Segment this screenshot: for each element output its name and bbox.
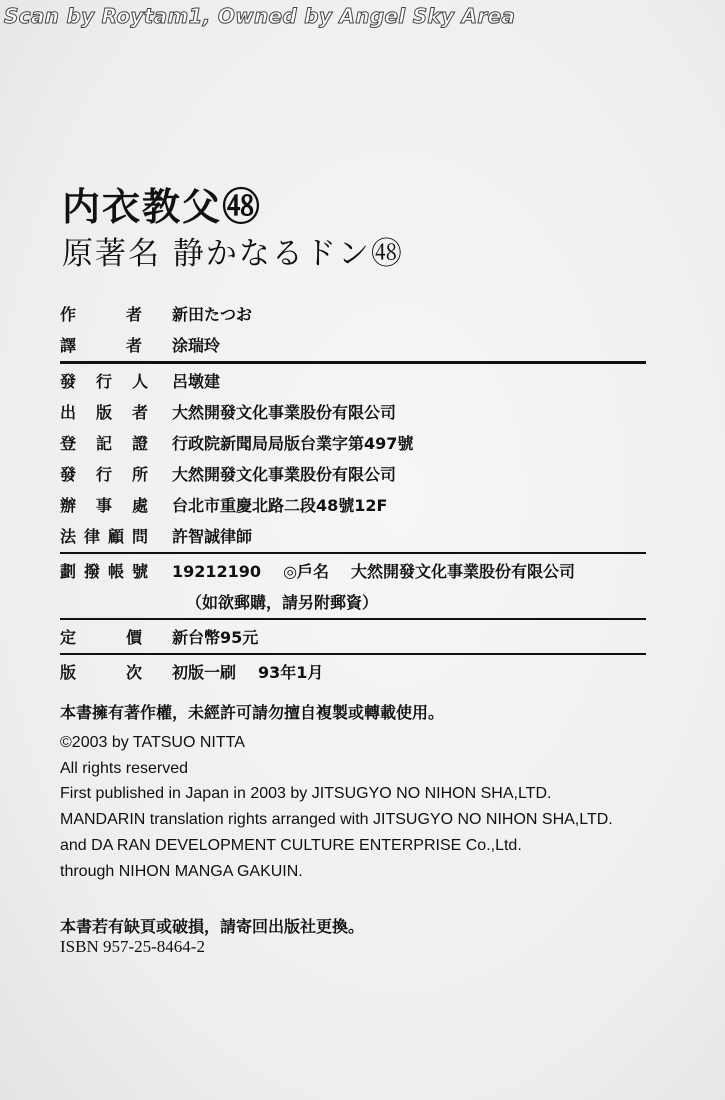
edition-row: [60, 656, 646, 687]
transfer-note: （如欲郵購，請另附郵資）: [186, 593, 379, 612]
transfer-note-row: [60, 586, 646, 617]
registration-row: [60, 427, 646, 458]
defect-notice: 本書若有缺頁或破損，請寄回出版社更換。: [60, 917, 365, 936]
copyright-line: and DA RAN DEVELOPMENT CULTURE ENTERPRISE Co.,Ltd.: [60, 836, 522, 854]
office-row: [60, 489, 646, 520]
legal-label: 法 律 顧 問: [60, 527, 148, 546]
office-label: 辦 事 處: [60, 496, 148, 515]
publisher-person-row: [60, 365, 646, 396]
copyright-line: through NIHON MANGA GAKUIN.: [60, 862, 303, 880]
edition-label: 版 次: [60, 663, 142, 682]
transfer-row: [60, 555, 646, 586]
transfer-holder: 大然開發文化事業股份有限公司: [351, 562, 576, 581]
copyright-line: MANDARIN translation rights arranged with JITSUGYO NO NIHON SHA,LTD.: [60, 811, 613, 829]
edition-printing: 初版一刷: [172, 663, 237, 682]
copyright-line: First published in Japan in 2003 by JITSUGYO NO NIHON SHA,LTD.: [60, 785, 552, 803]
registration-value: 行政院新聞局局版台業字第497號: [172, 434, 414, 453]
divider-rule: [60, 361, 646, 364]
legal-value: 許智誠律師: [172, 527, 253, 546]
divider-rule: [60, 552, 646, 554]
edition-date: 93年1月: [258, 663, 324, 682]
price-row: [60, 621, 646, 652]
divider-rule: [60, 618, 646, 620]
publisher-label: 出 版 者: [60, 403, 148, 422]
edition-value: [172, 660, 646, 683]
author-label: 作 者: [60, 305, 142, 324]
issuer-value: 大然開發文化事業股份有限公司: [172, 465, 397, 484]
legal-row: [60, 520, 646, 551]
publisher-person-label: 發 行 人: [60, 372, 148, 391]
transfer-holder-label: ◎戶名: [283, 562, 330, 581]
credits-table: [60, 298, 646, 687]
translator-value: 涂瑞玲: [172, 336, 221, 355]
registration-label: 登 記 證: [60, 434, 148, 453]
issuer-row: [60, 458, 646, 489]
copyright-line: ©2003 by TATSUO NITTA: [60, 734, 245, 751]
transfer-label: 劃 撥 帳 號: [60, 562, 148, 581]
transfer-value: [172, 559, 646, 582]
original-title: 原著名 静かなるドン㊽: [62, 236, 404, 272]
scan-credit-watermark: Scan by Roytam1, Owned by Angel Sky Area: [4, 4, 516, 28]
copyright-notice: 本書擁有著作權，未經許可請勿擅自複製或轉載使用。: [60, 703, 445, 722]
isbn: ISBN 957-25-8464-2: [60, 937, 205, 956]
author-row: [60, 298, 646, 329]
book-title: 内衣教父㊽: [62, 185, 263, 229]
publisher-person-value: 呂墩建: [172, 372, 221, 391]
office-value: 台北市重慶北路二段48號12F: [172, 496, 388, 515]
publisher-row: [60, 396, 646, 427]
divider-rule: [60, 653, 646, 655]
price-value: 新台幣95元: [172, 628, 259, 647]
translator-label: 譯 者: [60, 336, 142, 355]
transfer-account: 19212190: [172, 562, 262, 581]
copyright-block: [60, 730, 613, 884]
publisher-value: 大然開發文化事業股份有限公司: [172, 403, 397, 422]
copyright-line: All rights reserved: [60, 759, 189, 777]
issuer-label: 發 行 所: [60, 465, 148, 484]
translator-row: [60, 329, 646, 360]
price-label: 定 價: [60, 628, 142, 647]
author-value: 新田たつお: [172, 305, 253, 324]
